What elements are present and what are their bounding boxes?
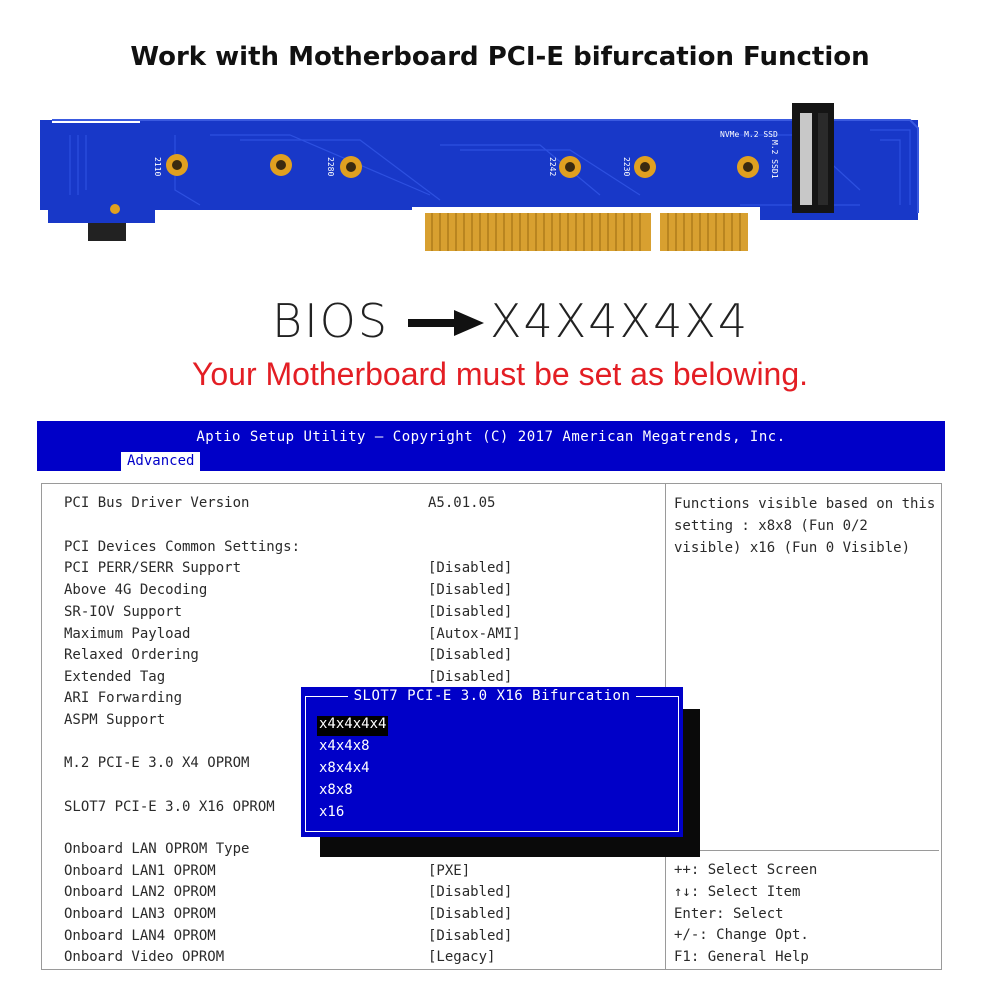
setting-value: A5.01.05 (428, 495, 496, 511)
setting-row[interactable] (64, 669, 513, 689)
setting-label: Onboard LAN1 OPROM (64, 863, 216, 879)
pcb-label-ssd1: M.2 SSD1 (770, 140, 779, 179)
pcb-label-2230: 2230 (622, 157, 631, 177)
pcie-m2-adapter-card-image (40, 95, 930, 265)
setting-row[interactable] (64, 928, 513, 948)
pcb-label-2110: 2110 (153, 157, 162, 177)
key-legend (674, 862, 817, 970)
setting-value[interactable]: [PXE] (428, 863, 471, 879)
key-hint: ++: Select Screen (674, 862, 818, 878)
popup-option-x16[interactable]: x16 (319, 804, 345, 820)
popup-title-text: SLOT7 PCI-E 3.0 X16 Bifurcation (348, 688, 637, 704)
pcb-label-nvme: NVMe M.2 SSD (720, 130, 778, 139)
popup-title (301, 688, 683, 704)
bios-title: Aptio Setup Utility – Copyright (C) 2017 American Megatrends, Inc. (196, 429, 786, 445)
setting-value[interactable]: [Disabled] (428, 560, 513, 576)
popup-option-x8x4x4[interactable]: x8x4x4 (319, 760, 370, 776)
setting-label: Onboard LAN OPROM Type (64, 841, 250, 857)
setting-label: Extended Tag (64, 669, 166, 685)
setting-row[interactable] (64, 799, 275, 819)
pcb-label-2242: 2242 (548, 157, 557, 177)
key-hint: +/-: Change Opt. (674, 927, 809, 944)
popup-option-x4x4x4x4[interactable]: x4x4x4x4 (317, 716, 388, 736)
setting-value[interactable]: [Disabled] (428, 582, 513, 598)
bios-setting-line (0, 290, 1000, 360)
setting-value[interactable]: [Disabled] (428, 669, 513, 685)
setting-row[interactable] (64, 841, 250, 861)
key-hint: F1: General Help (674, 949, 809, 966)
setting-label: Above 4G Decoding (64, 582, 208, 598)
setting-label: M.2 PCI-E 3.0 X4 OPROM (64, 755, 250, 771)
setting-label: SLOT7 PCI-E 3.0 X16 OPROM (64, 799, 275, 815)
setting-row (64, 539, 301, 559)
setting-label: Maximum Payload (64, 626, 191, 642)
setting-row[interactable] (64, 863, 471, 883)
setting-value[interactable]: [Disabled] (428, 647, 513, 663)
setting-row[interactable] (64, 906, 513, 926)
setting-label: Relaxed Ordering (64, 647, 199, 663)
help-text: Functions visible based on this setting : x8x8 (Fun 0/2 visible) x16 (Fun 0 Visible) (674, 496, 944, 556)
key-hint: ↑↓: Select Item (674, 883, 801, 900)
setting-row[interactable] (64, 582, 513, 602)
setting-row[interactable] (64, 647, 513, 667)
popup-option-x4x4x8[interactable]: x4x4x8 (319, 738, 370, 754)
setting-row[interactable] (64, 712, 166, 732)
setting-label: ARI Forwarding (64, 690, 183, 706)
setting-row[interactable] (64, 560, 513, 580)
setting-value[interactable]: [Autox-AMI] (428, 626, 521, 642)
arrow-right-icon (408, 308, 484, 338)
key-hint: Enter: Select (674, 905, 784, 922)
setting-label: PCI Devices Common Settings: (64, 539, 301, 555)
tab-advanced[interactable]: Advanced (121, 452, 200, 471)
setting-label: Onboard LAN4 OPROM (64, 928, 216, 944)
popup-option-x8x8[interactable]: x8x8 (319, 782, 353, 798)
setting-label: SR-IOV Support (64, 604, 183, 620)
bios-screen (37, 421, 945, 970)
setting-row[interactable] (64, 949, 496, 969)
setting-label: PCI Bus Driver Version (64, 495, 250, 511)
bios-word: BIOS (272, 294, 390, 348)
warning-text: Your Motherboard must be set as belowing. (191, 356, 809, 392)
setting-value[interactable]: [Legacy] (428, 949, 496, 965)
setting-label: Onboard Video OPROM (64, 949, 225, 965)
setting-row[interactable] (64, 690, 183, 710)
help-divider (669, 850, 939, 851)
setting-label: ASPM Support (64, 712, 166, 728)
setting-row[interactable] (64, 604, 513, 624)
bios-header (37, 421, 945, 471)
setting-row[interactable] (64, 755, 250, 775)
headline: Work with Motherboard PCI-E bifurcation Function (130, 42, 870, 72)
setting-label: PCI PERR/SERR Support (64, 560, 242, 576)
setting-value[interactable]: [Disabled] (428, 884, 513, 900)
setting-row (64, 495, 496, 515)
setting-row[interactable] (64, 884, 513, 904)
setting-value[interactable]: [Disabled] (428, 604, 513, 620)
pcb-label-2280: 2280 (326, 157, 335, 177)
bifurcation-target: X4X4X4X4 (490, 294, 750, 348)
setting-value[interactable]: [Disabled] (428, 906, 513, 922)
setting-value[interactable]: [Disabled] (428, 928, 513, 944)
setting-row[interactable] (64, 626, 521, 646)
setting-label: Onboard LAN3 OPROM (64, 906, 216, 922)
setting-label: Onboard LAN2 OPROM (64, 884, 216, 900)
bifurcation-popup[interactable] (301, 687, 683, 837)
